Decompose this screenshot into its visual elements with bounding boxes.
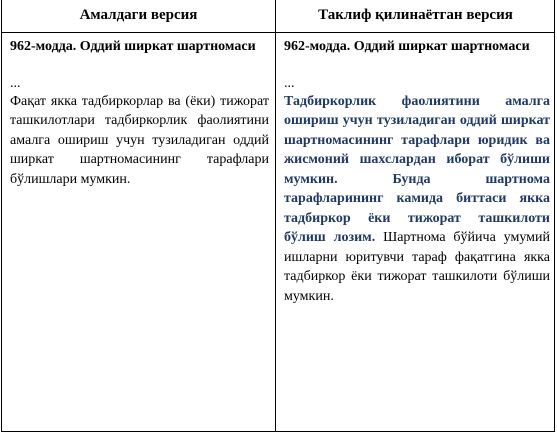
comparison-table: [1, 0, 555, 432]
current-article-body: Фақат якка тадбиркорлар ва (ёки) тижорат ташкилотлари тадбиркорлик фаолиятини амалга ошириш учун тузиладиган оддий ширкат шартномасининг тарафлари бўлишлари мумкин.: [10, 93, 269, 187]
proposed-article-title: 962-модда. Оддий ширкат шартномаси: [284, 39, 530, 54]
header-current-version: Амалдаги версия: [79, 7, 198, 23]
current-ellipsis: ...: [10, 75, 21, 91]
column-divider: [275, 0, 276, 431]
current-version-cell: [10, 37, 269, 189]
proposed-ellipsis: ...: [284, 75, 295, 91]
proposed-article-body: [284, 92, 550, 307]
proposed-body-emphasized: Тадбиркорлик фаолиятини амалга ошириш учун тузиладиган оддий ширкат шартномасининг тарафлари юридик ва жисмоний шахслардан иборат бўлиши мумкин. Бунда шартнома тарафларининг камида биттаси якка тадбиркор ёки тижорат ташкилоти бўлиш лозим.: [284, 93, 550, 245]
header-proposed-version: Таклиф қилинаётган версия: [318, 7, 513, 23]
proposed-version-cell: [284, 37, 550, 306]
current-article-title: 962-модда. Оддий ширкат шартномаси: [10, 39, 256, 54]
proposed-body-regular: Шартнома бўйича умумий ишларни юритувчи тараф фақатгина якка тадбиркор ёки тижорат ташкилоти бўлиши мумкин.: [284, 230, 550, 304]
header-divider: [2, 32, 554, 33]
